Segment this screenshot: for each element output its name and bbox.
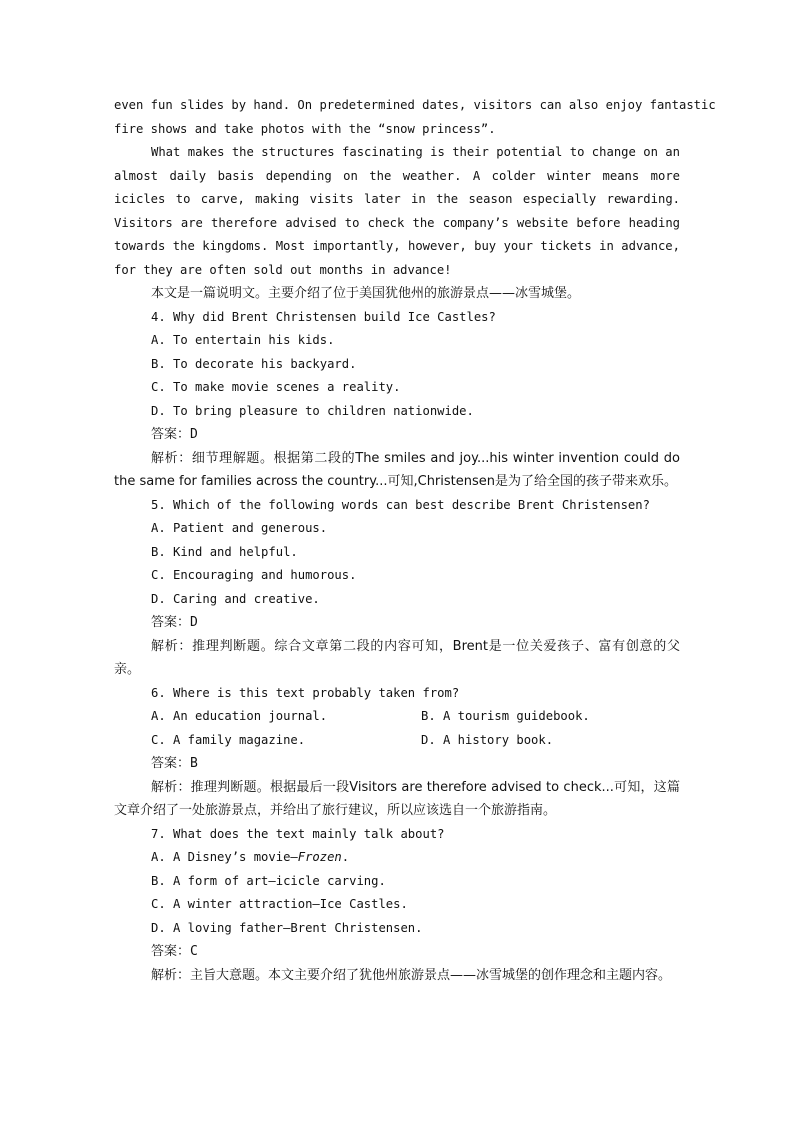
passage-line: fire shows and take photos with the “snow princess”. [114,121,496,136]
option-b: B. To decorate his backyard. [151,356,357,371]
explanation-text: 细节理解题。根据第二段的The smiles and joy...his winter invention could do the same for families across the country...可知,Christensen是为了给全国的孩子带来欢乐。 [114,450,680,489]
option-c: C. A family magazine. [151,732,306,747]
option-a: A. Patient and generous. [151,521,328,535]
option-c: C. To make movie scenes a reality. [151,380,401,394]
answer-line [114,940,680,964]
passage-line: even fun slides by hand. On predetermined dates, visitors can also enjoy fantastic [114,98,716,112]
option-a-suffix: . [341,850,350,864]
answer-label: 答案： [151,756,191,771]
explanation-label: 解析： [151,638,193,654]
option-a-prefix: A. A Disney’s movie— [151,850,298,864]
explanation-text: 主旨大意题。本文主要介绍了犹他州旅游景点——冰雪城堡的创作理念和主题内容。 [190,967,672,983]
option-d: D. Caring and creative. [151,591,320,606]
answer-value: C [190,944,198,959]
option-d: D. To bring pleasure to children nationwide. [151,403,474,418]
option-a: A. An education journal. [151,709,328,723]
answer-line [114,752,680,776]
explanation-text: 推理判断题。根据最后一段Visitors are therefore advised to check...可知，这篇文章介绍了一处旅游景点，并给出了旅行建议，所以应该选自一个旅游指南。 [114,779,680,818]
option-d: D. A loving father—Brent Christensen. [151,920,423,935]
options-row [114,705,680,729]
answer-label: 答案： [151,944,191,959]
option-b: B. Kind and helpful. [151,544,298,559]
option-c: C. Encouraging and humorous. [151,568,357,582]
explanation-label: 解析： [151,450,192,466]
explanation-text: 推理判断题。综合文章第二段的内容可知，Brent是一位关爱孩子、富有创意的父亲。 [114,638,680,677]
answer-value: B [190,756,198,771]
passage-paragraph: What makes the structures fascinating is their potential to change on an almost daily basis depending on the weather. A colder winter means more icicles to carve, making visits later in the season especially rewarding. Visitors are therefore advised to check the company’s website before heading towards the kingdoms. Most importantly, however, buy your tickets in advance, for they are often sold out months in advance! [114,145,680,277]
question-stem: 7. What does the text mainly talk about? [151,826,445,841]
document-page [114,94,716,987]
explanation-label: 解析： [151,967,191,983]
explanation [114,635,680,682]
option-a: A. To entertain his kids. [151,333,335,347]
options-row [114,729,680,753]
answer-line [114,611,680,635]
question-stem: 6. Where is this text probably taken from? [151,685,460,700]
explanation-label: 解析： [151,779,191,795]
explanation [114,964,680,988]
option-d: D. A history book. [421,732,554,747]
question-stem: 4. Why did Brent Christensen build Ice Castles? [151,309,496,324]
explanation [114,447,680,494]
answer-value: D [190,615,198,630]
option-b: B. A form of art—icicle carving. [151,873,386,888]
option-b: B. A tourism guidebook. [421,709,590,723]
option-c: C. A winter attraction—Ice Castles. [151,897,408,911]
explanation [114,776,680,823]
answer-label: 答案： [151,615,191,630]
answer-line [114,423,680,447]
question-stem: 5. Which of the following words can best describe Brent Christensen? [151,497,650,512]
passage-summary: 本文是一篇说明文。主要介绍了位于美国犹他州的旅游景点——冰雪城堡。 [151,286,581,301]
option-a [114,846,680,870]
answer-label: 答案： [151,427,191,442]
movie-title: Frozen [297,850,342,864]
answer-value: D [190,427,198,442]
